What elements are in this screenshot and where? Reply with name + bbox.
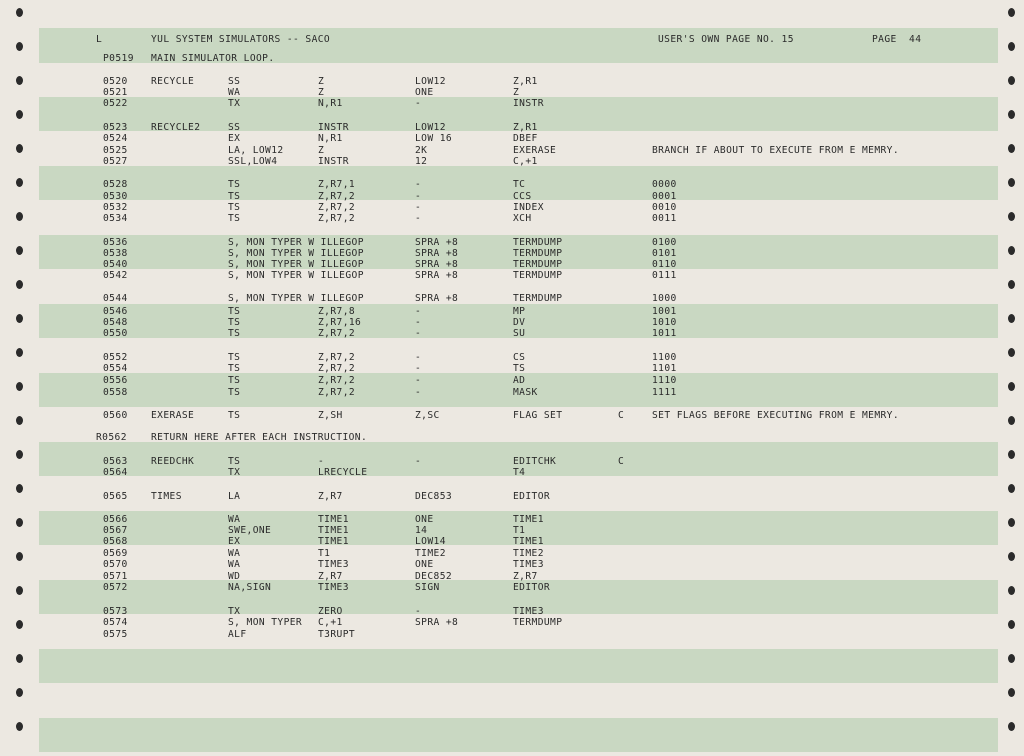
greenbar-band <box>39 649 998 683</box>
line-operand-1: Z,R7,8 <box>318 306 356 317</box>
line-operand-3: C,+1 <box>513 156 538 167</box>
line-operand-3: AD <box>513 375 526 386</box>
line-operand-1: TIME3 <box>318 582 349 593</box>
line-remark: 1111 <box>652 387 677 398</box>
line-operand-1: N,R1 <box>318 98 343 109</box>
line-operand-1: Z,R7,16 <box>318 317 362 328</box>
line-opcode: TS <box>228 375 241 386</box>
line-operand-1: Z,R7,2 <box>318 363 356 374</box>
line-operand-2: - <box>415 328 422 339</box>
sprocket-hole-icon <box>1008 144 1015 153</box>
line-number: 0546 <box>103 306 128 317</box>
line-number: 0548 <box>103 317 128 328</box>
line-operand-3: EDITOR <box>513 582 551 593</box>
line-remark: 0101 <box>652 248 677 259</box>
line-label: RECYCLE <box>151 76 195 87</box>
line-remark: 1011 <box>652 328 677 339</box>
line-label: REEDCHK <box>151 456 195 467</box>
line-operand-3: Z,R7 <box>513 571 538 582</box>
line-opcode: SWE,ONE <box>228 525 272 536</box>
line-number: 0573 <box>103 606 128 617</box>
listing-line <box>0 269 1000 282</box>
line-number: 0521 <box>103 87 128 98</box>
line-flag: C <box>618 456 625 467</box>
line-opcode: LA <box>228 491 241 502</box>
line-operand-2: - <box>415 213 422 224</box>
line-opcode: TS <box>228 179 241 190</box>
line-operand-1: C,+1 <box>318 617 343 628</box>
line-operand-3: TERMDUMP <box>513 237 563 248</box>
line-opcode: WA <box>228 548 241 559</box>
line-operand-2: LOW12 <box>415 76 446 87</box>
line-label: RECYCLE2 <box>151 122 201 133</box>
line-number: 0571 <box>103 571 128 582</box>
line-number: 0570 <box>103 559 128 570</box>
line-opcode: TS <box>228 352 241 363</box>
sprocket-hole-icon <box>1008 314 1015 323</box>
line-number: 0530 <box>103 191 128 202</box>
line-number: P0519 <box>103 53 134 64</box>
line-number: 0552 <box>103 352 128 363</box>
line-remark: 1001 <box>652 306 677 317</box>
line-operand-2: TIME2 <box>415 548 446 559</box>
line-operand-2: SIGN <box>415 582 440 593</box>
line-operand-2: ONE <box>415 87 434 98</box>
line-number: 0560 <box>103 410 128 421</box>
sprocket-hole-icon <box>1008 586 1015 595</box>
listing-line <box>0 212 1000 225</box>
sprocket-hole-icon <box>1008 552 1015 561</box>
listing-line <box>0 431 1000 444</box>
sprocket-hole-icon <box>1008 688 1015 697</box>
line-remark: 0010 <box>652 202 677 213</box>
line-label: RETURN HERE AFTER EACH INSTRUCTION. <box>151 432 368 443</box>
sprocket-hole-icon <box>1008 382 1015 391</box>
line-remark: BRANCH IF ABOUT TO EXECUTE FROM E MEMRY. <box>652 145 900 156</box>
line-operand-2: ONE <box>415 559 434 570</box>
line-operand-2: Z,SC <box>415 410 440 421</box>
sprocket-hole-icon <box>1008 212 1015 221</box>
line-operand-3: T4 <box>513 467 526 478</box>
line-remark: 1110 <box>652 375 677 386</box>
listing-line <box>0 628 1000 641</box>
line-remark: 0000 <box>652 179 677 190</box>
line-opcode: TX <box>228 606 241 617</box>
sprocket-hole-icon <box>1008 246 1015 255</box>
line-label: EXERASE <box>151 410 195 421</box>
sprocket-hole-icon <box>16 42 23 51</box>
greenbar-band <box>39 718 998 752</box>
sprocket-hole-icon <box>1008 348 1015 357</box>
line-remark: 0100 <box>652 237 677 248</box>
line-operand-3: TIME3 <box>513 606 544 617</box>
sprocket-hole-icon <box>1008 654 1015 663</box>
user-page-number: USER'S OWN PAGE NO. 15 <box>658 34 794 45</box>
line-operand-2: SPRA +8 <box>415 259 459 270</box>
line-operand-1: Z,SH <box>318 410 343 421</box>
line-operand-2: SPRA +8 <box>415 248 459 259</box>
line-number: 0572 <box>103 582 128 593</box>
line-opcode: TS <box>228 456 241 467</box>
line-operand-1: - <box>318 456 325 467</box>
line-flag: C <box>618 410 625 421</box>
line-operand-3: CCS <box>513 191 532 202</box>
line-operand-3: TIME1 <box>513 514 544 525</box>
line-operand-3: FLAG SET <box>513 410 563 421</box>
header-marker: L <box>96 34 103 45</box>
line-operand-1: LRECYCLE <box>318 467 368 478</box>
listing-line <box>0 466 1000 479</box>
sprocket-hole-icon <box>1008 8 1015 17</box>
line-operand-1: INSTR <box>318 122 349 133</box>
line-operand-3: CS <box>513 352 526 363</box>
line-opcode: S, MON TYPER W ILLEGOP <box>228 270 364 281</box>
line-operand-2: - <box>415 606 422 617</box>
line-operand-1: Z,R7,2 <box>318 213 356 224</box>
line-opcode: TS <box>228 363 241 374</box>
line-operand-3: TERMDUMP <box>513 293 563 304</box>
line-operand-3: TIME1 <box>513 536 544 547</box>
line-operand-2: DEC853 <box>415 491 453 502</box>
line-opcode: TS <box>228 202 241 213</box>
line-opcode: TS <box>228 213 241 224</box>
listing-line <box>0 409 1000 422</box>
line-number: 0575 <box>103 629 128 640</box>
line-operand-1: Z <box>318 145 325 156</box>
line-number: 0565 <box>103 491 128 502</box>
line-number: 0540 <box>103 259 128 270</box>
line-remark: 0001 <box>652 191 677 202</box>
line-operand-2: LOW12 <box>415 122 446 133</box>
sprocket-hole-icon <box>1008 450 1015 459</box>
line-operand-1: TIME1 <box>318 525 349 536</box>
listing-line <box>0 490 1000 503</box>
line-operand-1: INSTR <box>318 156 349 167</box>
line-operand-1: T1 <box>318 548 331 559</box>
line-number: 0534 <box>103 213 128 224</box>
line-operand-1: ZERO <box>318 606 343 617</box>
line-number: 0524 <box>103 133 128 144</box>
line-operand-3: T1 <box>513 525 526 536</box>
line-operand-2: LOW 16 <box>415 133 453 144</box>
line-remark: 0110 <box>652 259 677 270</box>
sprocket-hole-icon <box>1008 110 1015 119</box>
line-operand-1: TIME1 <box>318 536 349 547</box>
sprocket-hole-icon <box>1008 42 1015 51</box>
line-number: 0568 <box>103 536 128 547</box>
line-operand-2: 2K <box>415 145 428 156</box>
line-operand-1: Z,R7,2 <box>318 375 356 386</box>
line-operand-1: Z <box>318 76 325 87</box>
line-operand-3: EXERASE <box>513 145 557 156</box>
line-operand-2: SPRA +8 <box>415 237 459 248</box>
listing-line <box>0 581 1000 594</box>
line-operand-2: LOW14 <box>415 536 446 547</box>
line-operand-3: TERMDUMP <box>513 617 563 628</box>
line-remark: 1000 <box>652 293 677 304</box>
line-remark: SET FLAGS BEFORE EXECUTING FROM E MEMRY. <box>652 410 900 421</box>
line-number: 0538 <box>103 248 128 259</box>
line-operand-3: Z,R1 <box>513 122 538 133</box>
line-operand-3: XCH <box>513 213 532 224</box>
line-number: 0566 <box>103 514 128 525</box>
line-number: 0564 <box>103 467 128 478</box>
line-operand-2: DEC852 <box>415 571 453 582</box>
line-operand-3: TS <box>513 363 526 374</box>
line-number: 0525 <box>103 145 128 156</box>
line-remark: 0011 <box>652 213 677 224</box>
line-opcode: S, MON TYPER W ILLEGOP <box>228 293 364 304</box>
line-opcode: SS <box>228 122 241 133</box>
line-operand-2: 14 <box>415 525 428 536</box>
line-operand-2: SPRA +8 <box>415 617 459 628</box>
line-opcode: WA <box>228 87 241 98</box>
line-opcode: TS <box>228 410 241 421</box>
line-operand-2: SPRA +8 <box>415 293 459 304</box>
line-operand-3: INDEX <box>513 202 544 213</box>
line-operand-2: - <box>415 387 422 398</box>
line-operand-2: - <box>415 179 422 190</box>
line-operand-1: Z,R7,2 <box>318 352 356 363</box>
line-operand-1: Z,R7,2 <box>318 191 356 202</box>
line-number: R0562 <box>96 432 127 443</box>
line-remark: 1101 <box>652 363 677 374</box>
line-operand-2: 12 <box>415 156 428 167</box>
line-number: 0556 <box>103 375 128 386</box>
line-opcode: TS <box>228 306 241 317</box>
line-operand-3: Z <box>513 87 520 98</box>
line-operand-1: TIME3 <box>318 559 349 570</box>
line-operand-3: DV <box>513 317 526 328</box>
line-operand-2: - <box>415 317 422 328</box>
line-opcode: ALF <box>228 629 247 640</box>
line-operand-3: DBEF <box>513 133 538 144</box>
line-number: 0563 <box>103 456 128 467</box>
line-operand-1: Z,R7,2 <box>318 202 356 213</box>
line-opcode: SS <box>228 76 241 87</box>
line-operand-3: EDITCHK <box>513 456 557 467</box>
line-opcode: TX <box>228 98 241 109</box>
sprocket-hole-icon <box>1008 484 1015 493</box>
line-operand-1: Z,R7 <box>318 571 343 582</box>
listing-line <box>0 386 1000 399</box>
line-operand-3: TIME3 <box>513 559 544 570</box>
line-operand-1: Z,R7,2 <box>318 328 356 339</box>
page-number: PAGE 44 <box>872 34 922 45</box>
line-remark: 0111 <box>652 270 677 281</box>
page-title: YUL SYSTEM SIMULATORS -- SACO <box>151 34 331 45</box>
line-opcode: S, MON TYPER <box>228 617 303 628</box>
sprocket-hole-icon <box>1008 178 1015 187</box>
line-label: MAIN SIMULATOR LOOP. <box>151 53 275 64</box>
line-opcode: WA <box>228 514 241 525</box>
line-remark: 1100 <box>652 352 677 363</box>
line-number: 0527 <box>103 156 128 167</box>
sprocket-hole-icon <box>16 722 23 731</box>
line-opcode: EX <box>228 536 241 547</box>
sprocket-hole-icon <box>1008 416 1015 425</box>
line-number: 0522 <box>103 98 128 109</box>
line-operand-2: - <box>415 456 422 467</box>
line-operand-1: N,R1 <box>318 133 343 144</box>
line-opcode: WD <box>228 571 241 582</box>
listing-line <box>0 97 1000 110</box>
line-number: 0569 <box>103 548 128 559</box>
sprocket-hole-icon <box>1008 620 1015 629</box>
line-opcode: TS <box>228 387 241 398</box>
line-operand-1: Z,R7,1 <box>318 179 356 190</box>
line-operand-3: MP <box>513 306 526 317</box>
line-operand-2: - <box>415 363 422 374</box>
line-operand-2: - <box>415 98 422 109</box>
line-opcode: TS <box>228 317 241 328</box>
line-number: 0567 <box>103 525 128 536</box>
sprocket-hole-icon <box>1008 722 1015 731</box>
listing-line <box>0 327 1000 340</box>
line-opcode: TX <box>228 467 241 478</box>
line-operand-2: - <box>415 191 422 202</box>
line-number: 0550 <box>103 328 128 339</box>
line-number: 0532 <box>103 202 128 213</box>
line-operand-3: INSTR <box>513 98 544 109</box>
line-number: 0542 <box>103 270 128 281</box>
line-opcode: WA <box>228 559 241 570</box>
line-operand-1: Z,R7,2 <box>318 387 356 398</box>
listing-line <box>0 52 1000 65</box>
line-number: 0574 <box>103 617 128 628</box>
line-opcode: S, MON TYPER W ILLEGOP <box>228 259 364 270</box>
line-operand-3: SU <box>513 328 526 339</box>
line-operand-2: - <box>415 202 422 213</box>
line-operand-1: Z <box>318 87 325 98</box>
right-tractor-margin <box>996 0 1024 756</box>
line-operand-2: - <box>415 352 422 363</box>
line-opcode: S, MON TYPER W ILLEGOP <box>228 248 364 259</box>
line-opcode: EX <box>228 133 241 144</box>
line-number: 0536 <box>103 237 128 248</box>
sprocket-hole-icon <box>16 8 23 17</box>
line-opcode: SSL,LOW4 <box>228 156 278 167</box>
line-opcode: NA,SIGN <box>228 582 272 593</box>
listing-line <box>0 155 1000 168</box>
line-operand-3: TERMDUMP <box>513 270 563 281</box>
line-opcode: TS <box>228 328 241 339</box>
line-operand-3: TIME2 <box>513 548 544 559</box>
line-remark: 1010 <box>652 317 677 328</box>
line-operand-2: ONE <box>415 514 434 525</box>
sprocket-hole-icon <box>1008 518 1015 527</box>
line-number: 0544 <box>103 293 128 304</box>
sprocket-hole-icon <box>1008 280 1015 289</box>
line-opcode: S, MON TYPER W ILLEGOP <box>228 237 364 248</box>
line-operand-3: TERMDUMP <box>513 259 563 270</box>
line-operand-1: Z,R7 <box>318 491 343 502</box>
line-number: 0558 <box>103 387 128 398</box>
line-operand-2: - <box>415 306 422 317</box>
line-opcode: TS <box>228 191 241 202</box>
listing-line <box>0 292 1000 305</box>
line-operand-3: EDITOR <box>513 491 551 502</box>
line-operand-3: Z,R1 <box>513 76 538 87</box>
line-operand-1: T3RUPT <box>318 629 356 640</box>
sprocket-hole-icon <box>1008 76 1015 85</box>
line-opcode: LA, LOW12 <box>228 145 284 156</box>
line-operand-1: TIME1 <box>318 514 349 525</box>
line-operand-3: TC <box>513 179 526 190</box>
line-operand-2: - <box>415 375 422 386</box>
line-operand-3: MASK <box>513 387 538 398</box>
line-number: 0520 <box>103 76 128 87</box>
line-operand-2: SPRA +8 <box>415 270 459 281</box>
line-number: 0528 <box>103 179 128 190</box>
line-number: 0523 <box>103 122 128 133</box>
line-operand-3: TERMDUMP <box>513 248 563 259</box>
line-number: 0554 <box>103 363 128 374</box>
line-label: TIMES <box>151 491 182 502</box>
